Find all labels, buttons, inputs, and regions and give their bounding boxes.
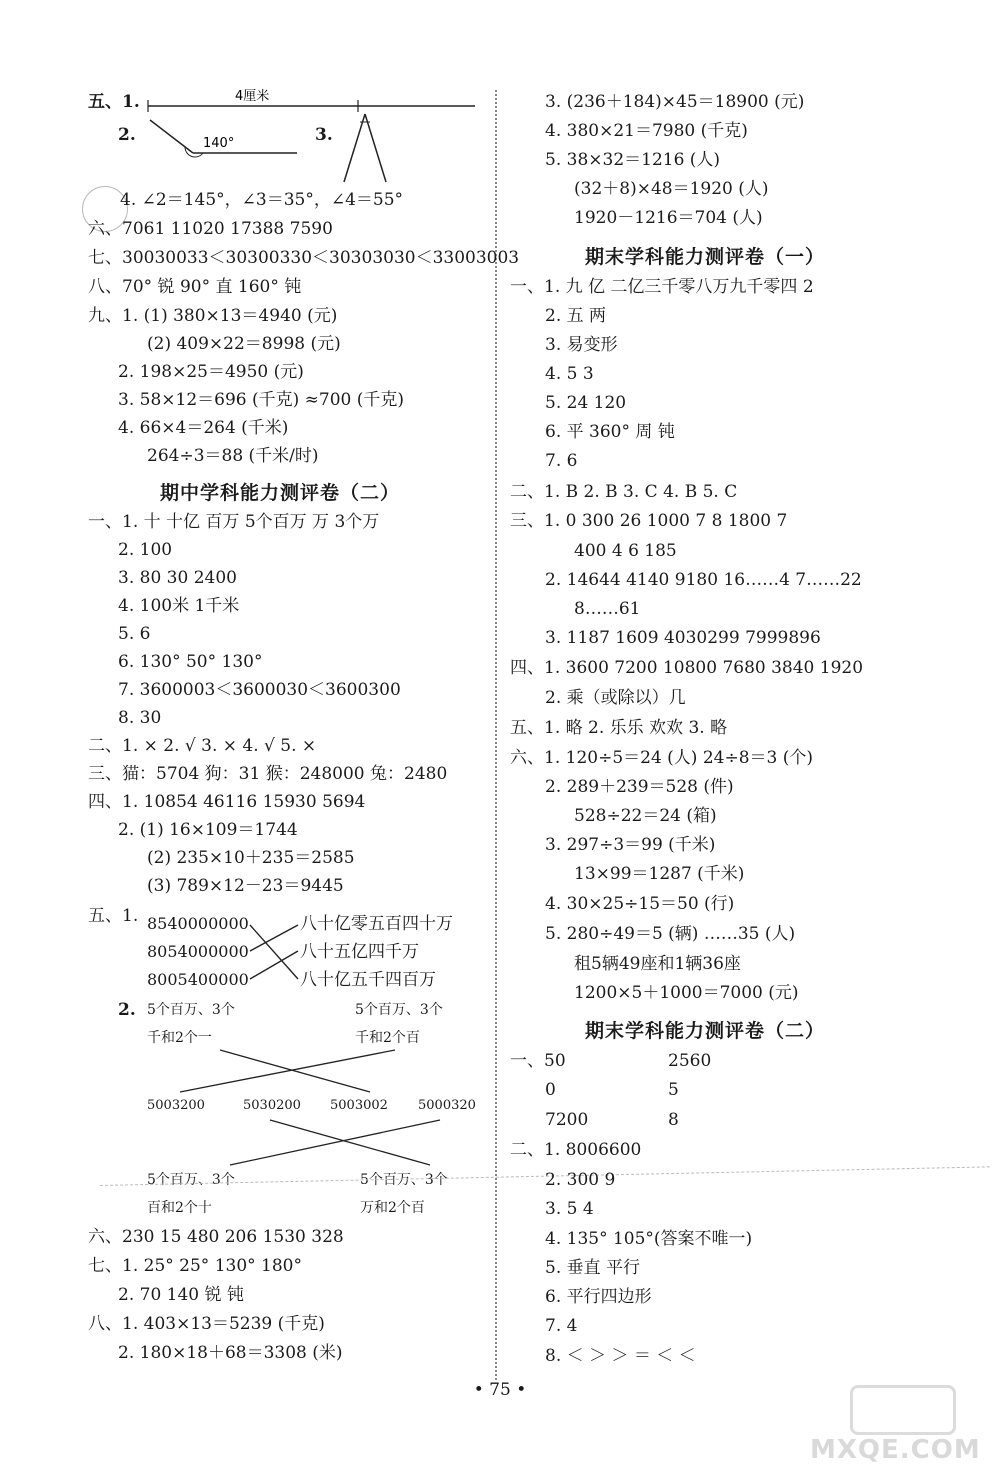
answer-one-2: 2. 100 (118, 540, 173, 560)
answer-e6-5a: 5. 280÷49＝5 (辆) ……35 (人) (545, 924, 796, 944)
matching-lines-1 (248, 915, 300, 985)
answer-e1-6: 6. 平 360° 周 钝 (545, 422, 675, 442)
answer-seven: 七、30030033＜30300330＜30303030＜33003003 (88, 248, 520, 268)
section-title-final-2: 期末学科能力测评卷（二） (585, 1020, 826, 1042)
length-label: 4厘米 (235, 89, 270, 104)
answer-e6-3b: 13×99＝1287 (千米) (574, 864, 745, 884)
answer-one-4: 4. 100米 1千米 (118, 596, 240, 616)
answer-one-1: 一、1. 十 十亿 百万 5个百万 万 3个万 (88, 512, 380, 532)
answer-e3-1a: 三、1. 0 300 26 1000 7 8 1800 7 (510, 511, 788, 531)
answer-five-4: 4. ∠2＝145°，∠3＝35°，∠4＝55° (120, 190, 404, 210)
answer-e2: 二、1. B 2. B 3. C 4. B 5. C (510, 482, 738, 502)
answer-e6-3a: 3. 297÷3＝99 (千米) (545, 835, 716, 855)
answer-nine-2: 2. 198×25＝4950 (元) (118, 362, 304, 382)
middle-number: 5003200 (147, 1098, 205, 1113)
answer-e1-5: 5. 24 120 (545, 393, 627, 413)
matching-lines-2 (140, 1040, 480, 1180)
answer-f1-c1: 7200 (545, 1110, 589, 1130)
answer-eight: 八、70° 锐 90° 直 160° 钝 (88, 277, 302, 297)
section-title-midterm-2: 期中学科能力测评卷（二） (160, 482, 401, 504)
answer-r5b: (32＋8)×48＝1920 (人) (574, 179, 769, 199)
match-number: 8054000000 (147, 942, 249, 961)
answer-r5a: 5. 38×32＝1216 (人) (545, 150, 721, 170)
top-b-line2: 千和2个百 (355, 1030, 420, 1046)
answer-one-7: 7. 3600003＜3600030＜3600300 (118, 680, 401, 700)
answer-f2-4: 4. 135° 105°(答案不唯一) (545, 1229, 753, 1249)
answer-four-2a: 2. (1) 16×109＝1744 (118, 820, 298, 840)
middle-number: 5000320 (418, 1098, 476, 1113)
answer-f1-b2: 5 (668, 1080, 679, 1100)
match-number: 8540000000 (147, 914, 249, 933)
bottom-b-line2: 万和2个百 (360, 1200, 425, 1216)
answer-nine-4b: 264÷3＝88 (千米/时) (147, 446, 319, 466)
answer-three: 三、猫：5704 狗：31 猴：248000 兔：2480 (88, 764, 448, 784)
angle-label: 140° (203, 136, 235, 151)
answer-one-8: 8. 30 (118, 708, 162, 728)
page-number: • 75 • (473, 1380, 527, 1400)
answer-e6-5b: 租5辆49座和1辆36座 (574, 954, 741, 974)
answer-five-3-label: 3. (315, 125, 333, 145)
answer-e5: 五、1. 略 2. 乐乐 欢欢 3. 略 (510, 718, 728, 738)
answer-f1-a1: 一、50 (510, 1051, 566, 1071)
answer-nine-3: 3. 58×12＝696 (千克) ≈700 (千克) (118, 390, 405, 410)
answer-e3-1b: 400 4 6 185 (574, 541, 677, 561)
bottom-a-line2: 百和2个十 (147, 1200, 212, 1216)
answer-nine-1a: 九、1. (1) 380×13＝4940 (元) (88, 306, 338, 326)
answer-f1-c2: 8 (668, 1110, 679, 1130)
match-word: 八十亿五千四百万 (300, 970, 436, 990)
answer-four-2c: (3) 789×12－23＝9445 (147, 876, 344, 896)
answer-nine-4a: 4. 66×4＝264 (千米) (118, 418, 289, 438)
answer-e1-1: 一、1. 九 亿 二亿三千零八万九千零四 2 (510, 277, 814, 297)
answer-seven-b-1: 七、1. 25° 25° 130° 180° (88, 1256, 302, 1276)
answer-r5c: 1920－1216＝704 (人) (574, 208, 763, 228)
answer-e3-2a: 2. 14644 4140 9180 16……4 7……22 (545, 570, 862, 590)
middle-number: 5030200 (243, 1098, 301, 1113)
bottom-b-line1: 5个百万、3个 (360, 1172, 448, 1188)
watermark-text: MXQE.COM (810, 1435, 981, 1465)
answer-five-2-label: 2. (118, 125, 136, 145)
answer-five-1-label: 五、1. (88, 92, 140, 112)
answer-e6-2b: 528÷22＝24 (箱) (574, 806, 717, 826)
top-a-line2: 千和2个一 (147, 1030, 212, 1046)
angle-figure-3 (340, 112, 390, 184)
answer-f2-5: 5. 垂直 平行 (545, 1258, 641, 1278)
answer-e4-2: 2. 乘（或除以）几 (545, 688, 686, 708)
answer-e6-1: 六、1. 120÷5＝24 (人) 24÷8＝3 (个) (510, 748, 814, 768)
answer-e1-4: 4. 5 3 (545, 364, 594, 384)
answer-e3-2b: 8……61 (574, 599, 641, 619)
answer-one-3: 3. 80 30 2400 (118, 568, 237, 588)
top-b-line1: 5个百万、3个 (355, 1002, 443, 1018)
answer-f2-6: 6. 平行四边形 (545, 1287, 652, 1307)
answer-e6-2a: 2. 289＋239＝528 (件) (545, 777, 734, 797)
answer-e6-5c: 1200×5＋1000＝7000 (元) (574, 983, 799, 1003)
answer-e6-4: 4. 30×25÷15＝50 (行) (545, 894, 735, 914)
answer-e4-1: 四、1. 3600 7200 10800 7680 3840 1920 (510, 658, 864, 678)
top-a-line1: 5个百万、3个 (147, 1002, 235, 1018)
answer-six-b: 六、230 15 480 206 1530 328 (88, 1227, 344, 1247)
answer-f2-8: 8. ＜ ＞ ＞ ＝ ＜ ＜ (545, 1346, 696, 1366)
answer-e3-3: 3. 1187 1609 4030299 7999896 (545, 628, 821, 648)
answer-two: 二、1. × 2. √ 3. × 4. √ 5. × (88, 736, 317, 756)
answer-f1-a2: 2560 (668, 1051, 712, 1071)
answer-four-2b: (2) 235×10＋235＝2585 (147, 848, 355, 868)
answer-nine-1b: (2) 409×22＝8998 (元) (147, 334, 341, 354)
match-word: 八十亿零五百四十万 (300, 914, 453, 934)
answer-eight-b-2: 2. 180×18＋68＝3308 (米) (118, 1343, 343, 1363)
answer-f2-7: 7. 4 (545, 1316, 578, 1336)
line-segment-figure (140, 84, 480, 114)
answer-f2-3: 3. 5 4 (545, 1199, 594, 1219)
middle-number: 5003002 (330, 1098, 388, 1113)
answer-six: 六、7061 11020 17388 7590 (88, 219, 333, 239)
answer-eight-b-1: 八、1. 403×13＝5239 (千克) (88, 1314, 325, 1334)
answer-one-5: 5. 6 (118, 624, 151, 644)
answer-f1-b1: 0 (545, 1080, 556, 1100)
answer-five-b-2-label: 2. (118, 1000, 136, 1020)
answer-r4: 4. 380×21＝7980 (千克) (545, 121, 748, 141)
match-number: 8005400000 (147, 970, 249, 989)
answer-f2-1: 二、1. 8006600 (510, 1140, 642, 1160)
answer-four-1: 四、1. 10854 46116 15930 5694 (88, 792, 366, 812)
answer-f2-2: 2. 300 9 (545, 1170, 616, 1190)
answer-one-6: 6. 130° 50° 130° (118, 652, 263, 672)
answer-e1-3: 3. 易变形 (545, 335, 618, 355)
answer-five-b-label: 五、1. (88, 906, 139, 926)
section-title-final-1: 期末学科能力测评卷（一） (585, 246, 826, 268)
angle-140-figure (145, 115, 305, 160)
answer-r3: 3. (236＋184)×45＝18900 (元) (545, 92, 805, 112)
answer-e1-2: 2. 五 两 (545, 306, 607, 326)
match-word: 八十五亿四千万 (300, 942, 419, 962)
site-watermark (810, 1385, 985, 1463)
answer-seven-b-2: 2. 70 140 锐 钝 (118, 1285, 244, 1305)
column-divider (495, 90, 497, 1380)
bottom-a-line1: 5个百万、3个 (147, 1172, 235, 1188)
answer-e1-7: 7. 6 (545, 451, 578, 471)
